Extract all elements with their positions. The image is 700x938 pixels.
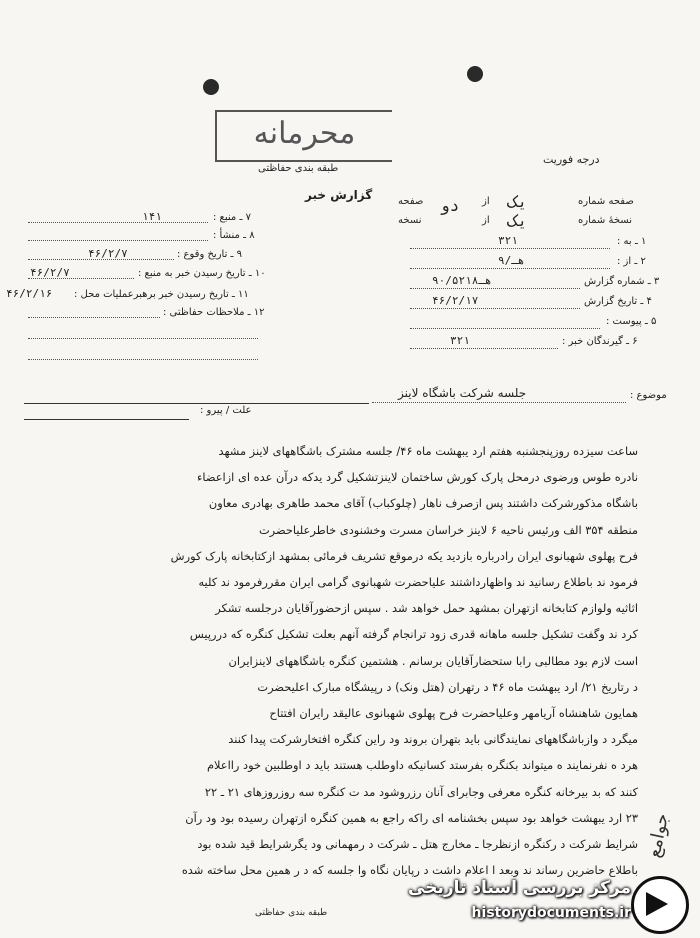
comment-label: علت / پیرو : bbox=[200, 405, 252, 416]
body-line: اثاثیه ولوازم کتابخانه ازتهران بمشهد حمل خواهد شد . سپس ازحضورآقایان درجلسه تشکر bbox=[215, 601, 638, 616]
body-line: فرمود ند باطلاع رسانید ند واظهارداشتند علیاحضرت شهبانوی گرامی ایران مقررفرمود ند کلیه bbox=[198, 575, 638, 590]
body-line: کنند که بد بیرخانه کنگره معرفی وجابرای آنان رزروشود مد ت کنگره سه روزروزهای ۲۱ ـ ۲۲ bbox=[204, 784, 638, 799]
field-label: ۷ ـ منبع : bbox=[213, 212, 251, 223]
divider bbox=[24, 403, 369, 404]
divider bbox=[24, 419, 189, 420]
classification-stamp: محرمانه bbox=[253, 116, 356, 151]
punch-hole bbox=[203, 79, 219, 95]
field-value: ۱۴۱ bbox=[142, 210, 162, 223]
field-value: ۴۶/۲/۷ bbox=[30, 266, 70, 279]
body-line: هرد ه نفرنمایند ه میتواند بکنگره بفرستد کسانیکه داوطلب هستند باید د اوطلبین خود رااعلام bbox=[206, 758, 638, 773]
body-line: شرایط شرکت د رکنگره ازنظرجا ـ مخارج هتل ـ شرکت د رمهمانی ود یگرشرایط قید شده بود bbox=[197, 837, 638, 852]
margin-note: جوامع bbox=[643, 811, 674, 860]
urgency-label: درجه فوریت bbox=[543, 153, 600, 166]
field-value: یک bbox=[508, 211, 528, 230]
subject-label: موضوع : bbox=[630, 390, 667, 401]
body-line: کرد ند وگفت تشکیل جلسه ماهانه قدری زود ترانجام گرفته آنهم بعلت تشکیل کنگره که دررپیس bbox=[189, 627, 638, 642]
dotted-line bbox=[28, 222, 208, 223]
field-value: ۴۶/۲/۷ bbox=[88, 247, 128, 260]
dotted-line bbox=[28, 338, 258, 339]
body-line: ۲۳ ارد یبهشت خواهد بود سپس بخشنامه ای راکه راجع به همین کنگره ازتهران رسیده بود ود رآن bbox=[185, 810, 638, 825]
field-label: ۶ ـ گیرندگان خبر : bbox=[562, 336, 638, 347]
field-mid-label: از bbox=[482, 196, 490, 207]
field-value: ۳۲۱ bbox=[498, 234, 518, 247]
field-label: ۹ ـ تاریخ وقوع : bbox=[177, 249, 243, 260]
body-line: ساعت سیزده روزپنجشنبه هفتم ارد یبهشت ماه ۴۶/ جلسه مشترک باشگاههای لاینز مشهد bbox=[218, 444, 638, 458]
dotted-line bbox=[410, 348, 558, 349]
field-tail: صفحه bbox=[398, 196, 424, 207]
body-line: میگرد د وازباشگاههای نمایندگانی باید بتهران بروند ود راین کنگره افتخارشرکت پیدا کنند bbox=[228, 732, 638, 747]
field-label: ۱۰ ـ تاریخ رسیدن خبر به منبع : bbox=[138, 268, 266, 279]
watermark-url: historydocuments.ir bbox=[471, 905, 631, 921]
field-value: ۴۶/۲/۱۷ bbox=[432, 294, 479, 307]
dotted-line bbox=[28, 317, 160, 318]
dotted-line bbox=[28, 240, 208, 241]
field-label: ۲ ـ از : bbox=[617, 256, 646, 267]
dotted-line bbox=[410, 288, 580, 289]
body-line: نادره طوس ورضوی درمحل پارک کورش ساختمان لاینزتشکیل گرد یدکه درآن عده ای ازاعضاء bbox=[197, 470, 638, 485]
watermark-title: مرکز بررسی اسناد تاریخی bbox=[408, 878, 631, 898]
report-title: گزارش خبر bbox=[305, 188, 373, 202]
field-label: ۱۲ ـ ملاحظات حفاظتی : bbox=[163, 307, 265, 318]
dotted-line bbox=[28, 359, 258, 360]
field-mid-value: دو bbox=[440, 196, 460, 215]
field-label: صفحه شماره bbox=[578, 196, 634, 207]
body-line: است لازم بود مطالبی رابا ستحضارآقایان برسانم . هشتمین کنگره باشگاههای لاینزایران bbox=[228, 653, 638, 668]
report-body bbox=[48, 438, 638, 883]
body-line: د رتاریخ ۲۱/ ارد یبهشت ماه ۴۶ د رتهران (هتل ونک) د رپیشگاه مبارک اعلیحضرت bbox=[257, 679, 638, 694]
field-label: ۱ ـ به : bbox=[617, 236, 647, 247]
field-tail: نسخه bbox=[398, 215, 422, 226]
field-label: ۸ ـ منشأ : bbox=[213, 230, 255, 241]
field-label: ۵ ـ پیوست : bbox=[606, 316, 657, 327]
body-line: منطقه ۳۵۴ الف ورئیس ناحیه ۶ لاینز خراسان مسرت وخشنودی خاطرعلیاحضرت bbox=[258, 522, 638, 537]
body-line: همایون شاهنشاه آریامهر وعلیاحضرت فرح پهلوی شهبانوی عالیقد رایران افتتاح bbox=[269, 706, 638, 721]
dotted-line bbox=[410, 248, 610, 249]
dotted-line bbox=[410, 328, 600, 329]
field-value: ۳۲۱ bbox=[450, 334, 470, 347]
subject-value: جلسه شرکت باشگاه لاینز bbox=[398, 386, 527, 400]
body-line: باشگاه مذکورشرکت داشتند پس ازصرف ناهار (چلوکباب) آقای محمد طاهری بهادری معاون bbox=[208, 496, 638, 511]
punch-hole bbox=[467, 66, 483, 82]
field-label: ۴ ـ تاریخ گزارش bbox=[584, 296, 652, 307]
dotted-line bbox=[410, 308, 580, 309]
field-label: نسخهٔ شماره bbox=[578, 215, 632, 226]
classification-label: طبقه بندی حفاظتی bbox=[258, 163, 339, 174]
field-label: ۳ ـ شماره گزارش bbox=[584, 276, 660, 287]
field-value: ۴۶/۲/۱۶ bbox=[6, 287, 53, 300]
dotted-line bbox=[410, 268, 610, 269]
field-label: ۱۱ ـ تاریخ رسیدن خبر برهبرعملیات محل : bbox=[74, 289, 249, 300]
field-value: ۹۰/۵۲۱۸هـ bbox=[432, 274, 492, 287]
body-line: فرح پهلوی شهبانوی ایران رادرباره بازدید یکه درموقع تشریف فرمائی بمشهد ازکتابخانه پارک کورش bbox=[170, 548, 638, 563]
field-value: یک bbox=[508, 192, 528, 211]
field-value: ۹/هـ bbox=[498, 254, 525, 267]
archive-logo-icon bbox=[631, 876, 689, 934]
dotted-line bbox=[372, 402, 626, 403]
footer-classification-label: طبقه بندی حفاظتی bbox=[255, 908, 328, 918]
field-mid-label: از bbox=[482, 215, 490, 226]
body-line: باطلاع حاضرین رساند ند وبعد ا اعلام داشت د رپایان نگاه وا جلسه که د ر همین محل ساخته شده bbox=[181, 863, 638, 878]
watermark bbox=[395, 874, 695, 934]
